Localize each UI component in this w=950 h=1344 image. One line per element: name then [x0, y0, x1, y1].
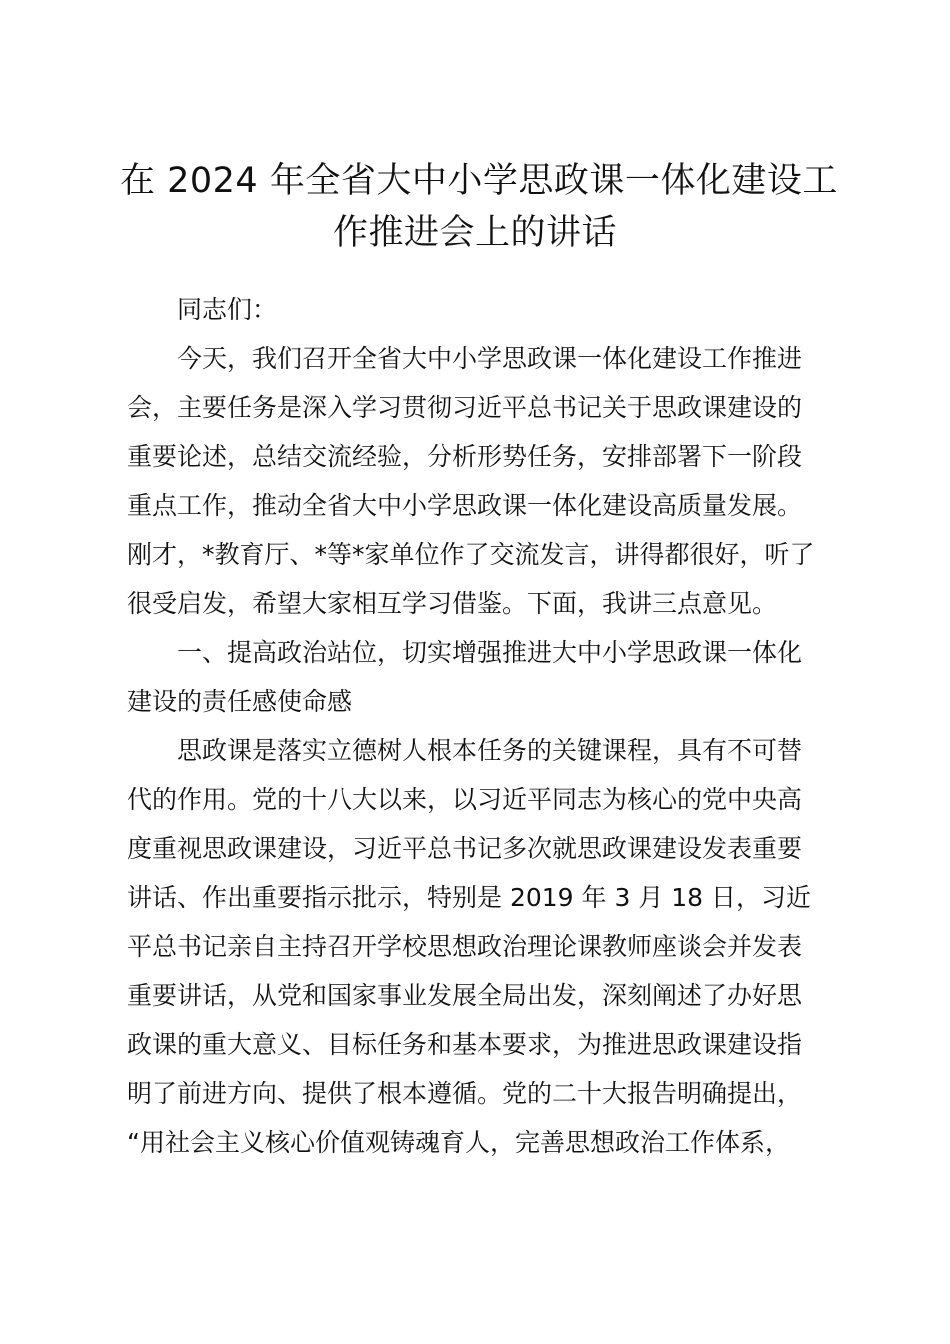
paragraph-line: 平总书记亲自主持召开学校思想政治理论课教师座谈会并发表: [127, 932, 803, 961]
title-line-2: 作推进会上的讲话: [332, 213, 617, 253]
paragraph-line: 重要讲话，从党和国家事业发展全局出发，深刻阐述了办好思: [127, 981, 803, 1010]
paragraph-line: 重点工作，推动全省大中小学思政课一体化建设高质量发展。: [127, 491, 803, 520]
paragraph-line: 重要论述，总结交流经验，分析形势任务，安排部署下一阶段: [127, 442, 803, 471]
paragraph-line: 刚才，*教育厅、*等*家单位作了交流发言，讲得都很好，听了: [127, 540, 815, 569]
salutation: [127, 285, 832, 334]
paragraph-intro: [127, 334, 832, 628]
paragraph-line: 政课的重大意义、目标任务和基本要求，为推进思政课建设指: [127, 1030, 803, 1059]
paragraph-line: 度重视思政课建设，习近平总书记多次就思政课建设发表重要: [127, 834, 803, 863]
title-line-1: 在 2024 年全省大中小学思政课一体化建设工: [120, 161, 838, 201]
paragraph-line: 很受启发，希望大家相互学习借鉴。下面，我讲三点意见。: [127, 589, 778, 618]
document-title: [120, 155, 838, 259]
salutation-line: 同志们：: [177, 295, 278, 324]
paragraph-line: 明了前进方向、提供了根本遵循。党的二十大报告明确提出，: [127, 1079, 803, 1108]
paragraph-line: 会，主要任务是深入学习贯彻习近平总书记关于思政课建设的: [127, 393, 803, 422]
paragraph-line: 讲话、作出重要指示批示，特别是 2019 年 3 月 18 日，习近: [127, 883, 812, 912]
paragraph-section-1: [127, 726, 832, 1167]
paragraph-line: 思政课是落实立德树人根本任务的关键课程，具有不可替: [177, 736, 803, 765]
paragraph-line: 代的作用。党的十八大以来，以习近平同志为核心的党中央高: [127, 785, 803, 814]
heading-line: 建设的责任感使命感: [127, 687, 353, 716]
paragraph-line: 今天，我们召开全省大中小学思政课一体化建设工作推进: [177, 344, 803, 373]
document-body: [127, 285, 832, 1167]
section-heading-1: [127, 628, 832, 726]
paragraph-line: “用社会主义核心价值观铸魂育人，完善思想政治工作体系，: [127, 1128, 790, 1157]
heading-line: 一、提高政治站位，切实增强推进大中小学思政课一体化: [177, 638, 803, 667]
